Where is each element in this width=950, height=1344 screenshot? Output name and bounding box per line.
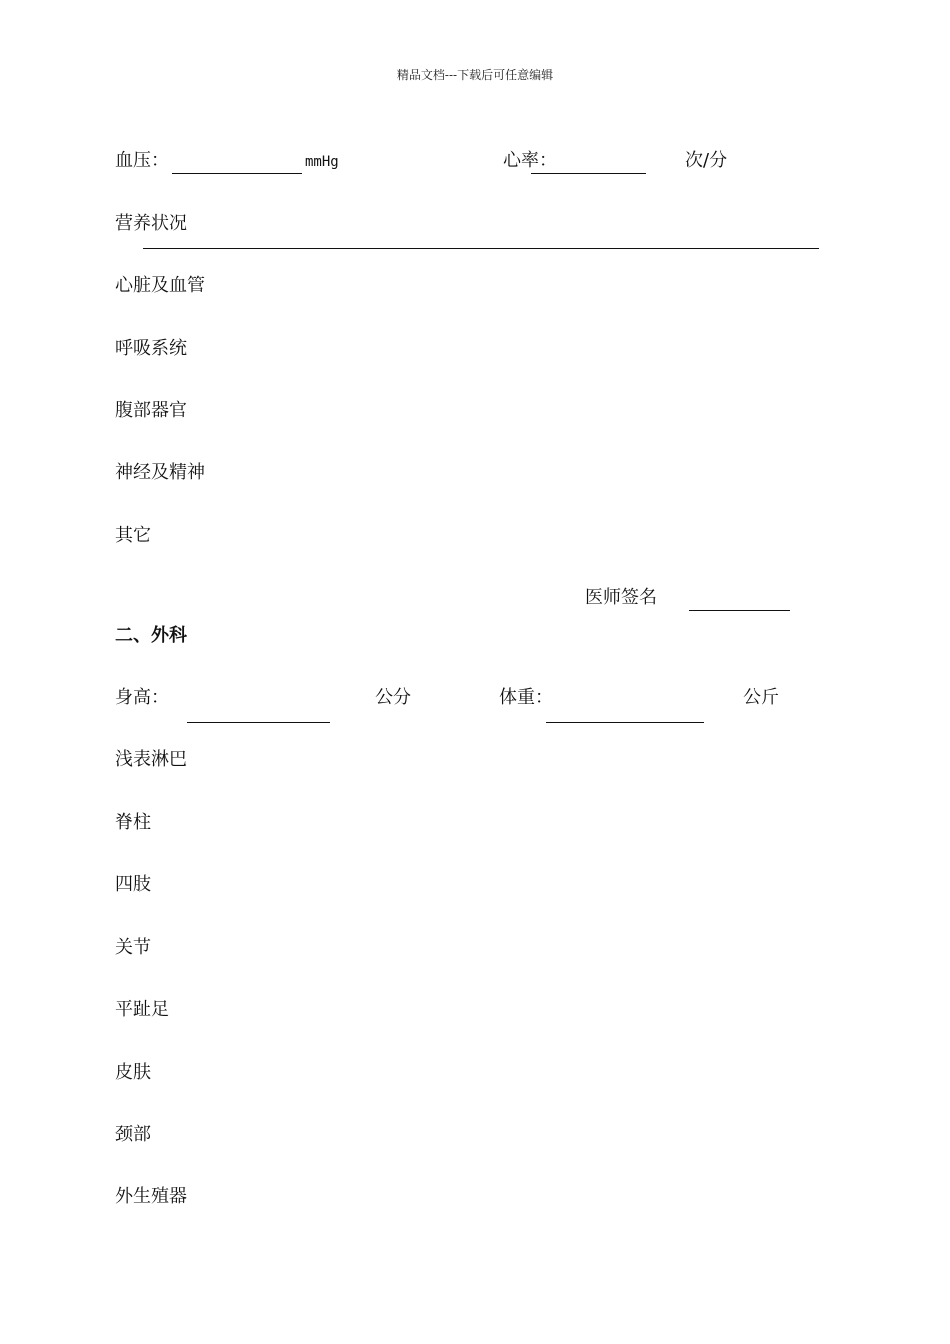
- nutrition-field[interactable]: [143, 248, 819, 249]
- signature-label: 医师签名: [585, 587, 657, 608]
- item-heart-vessels: 心脏及血管: [115, 275, 205, 296]
- item-other: 其它: [115, 525, 151, 546]
- item-nutrition: 营养状况: [115, 213, 187, 234]
- item-limbs: 四肢: [115, 874, 151, 895]
- bp-field[interactable]: [172, 173, 302, 174]
- item-skin: 皮肤: [115, 1062, 151, 1083]
- item-lymph: 浅表淋巴: [115, 749, 187, 770]
- item-genitals: 外生殖器: [115, 1186, 187, 1207]
- item-abdomen: 腹部器官: [115, 400, 187, 421]
- hr-label: 心率：: [503, 150, 557, 171]
- hr-field[interactable]: [531, 173, 646, 174]
- bp-unit: mmHg: [305, 154, 339, 170]
- height-label: 身高：: [115, 687, 169, 708]
- height-field[interactable]: [187, 722, 330, 723]
- item-neck: 颈部: [115, 1124, 151, 1145]
- signature-field[interactable]: [689, 610, 790, 611]
- item-respiratory: 呼吸系统: [115, 338, 187, 359]
- hr-unit: 次/分: [685, 150, 728, 171]
- weight-field[interactable]: [546, 722, 704, 723]
- item-neuro: 神经及精神: [115, 462, 205, 483]
- height-unit: 公分: [375, 687, 411, 708]
- item-joints: 关节: [115, 937, 151, 958]
- item-spine: 脊柱: [115, 812, 151, 833]
- item-flatfoot: 平趾足: [115, 999, 169, 1020]
- page-header: 精品文档---下载后可任意编辑: [396, 68, 554, 82]
- weight-label: 体重：: [499, 687, 553, 708]
- weight-unit: 公斤: [743, 687, 779, 708]
- bp-label: 血压：: [115, 150, 169, 171]
- surgery-heading: 二、外科: [115, 625, 187, 646]
